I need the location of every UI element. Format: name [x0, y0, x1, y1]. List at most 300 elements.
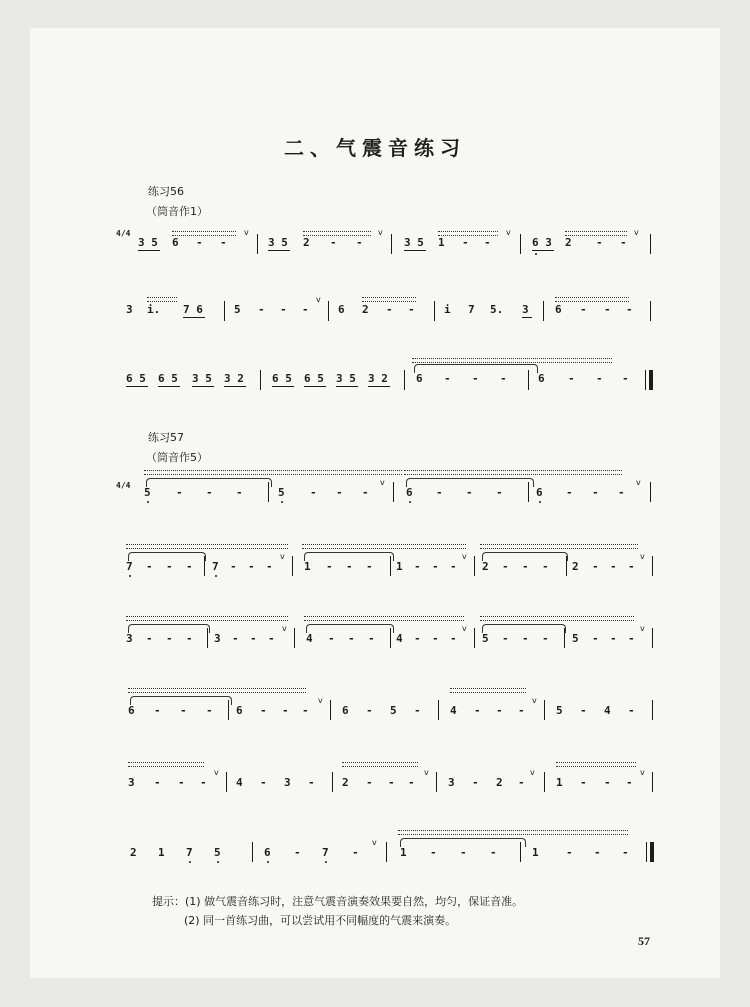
note: 6 [538, 372, 545, 385]
barline [226, 772, 227, 792]
vibrato-mark [128, 762, 204, 767]
dash: - [436, 486, 443, 499]
time-signature: 4/4 [116, 481, 131, 490]
exercise-57-label: 练习57 [148, 431, 184, 444]
dash: - [450, 632, 457, 645]
note: 2 [565, 236, 572, 249]
underline [272, 386, 294, 387]
note: 7 [468, 303, 475, 316]
dash: - [474, 704, 481, 717]
dash: - [282, 704, 289, 717]
dash: - [430, 846, 437, 859]
octave-dot [539, 501, 541, 503]
dash: - [466, 486, 473, 499]
note: 2 [130, 846, 137, 859]
final-barline-thick [649, 370, 653, 390]
note: 3 2 [224, 372, 244, 385]
vibrato-mark [126, 544, 288, 549]
barline [391, 234, 392, 254]
barline [474, 628, 475, 648]
barline [650, 301, 651, 321]
dash: - [356, 236, 363, 249]
dash: - [618, 486, 625, 499]
dash: - [580, 776, 587, 789]
dash: - [592, 560, 599, 573]
vibrato-mark [147, 297, 177, 302]
dash: - [166, 632, 173, 645]
note: 6 [236, 704, 243, 717]
dash: - [568, 372, 575, 385]
dash: - [362, 486, 369, 499]
dash: - [186, 632, 193, 645]
barline [652, 556, 653, 576]
dash: - [260, 776, 267, 789]
dash: - [330, 236, 337, 249]
dash: - [500, 372, 507, 385]
breath-mark: v [214, 768, 219, 777]
vibrato-mark [126, 616, 288, 621]
octave-dot [189, 861, 191, 863]
dash: - [610, 632, 617, 645]
note: 5 [234, 303, 241, 316]
note: 5. [490, 303, 504, 316]
dash: - [626, 776, 633, 789]
barline [564, 628, 565, 648]
breath-mark: v [280, 552, 285, 561]
final-barline-thin [645, 370, 646, 390]
dash: - [388, 776, 395, 789]
octave-dot [267, 861, 269, 863]
barline [528, 482, 529, 502]
barline [436, 772, 437, 792]
breath-mark: v [636, 478, 641, 487]
final-barline-thick [650, 842, 654, 862]
barline [268, 482, 269, 502]
dash: - [542, 632, 549, 645]
note: 4 [236, 776, 243, 789]
breath-mark: v [244, 228, 249, 237]
exercise-56-key: （筒音作1） [146, 205, 208, 218]
underline [522, 317, 532, 318]
note: 6 [536, 486, 543, 499]
note: 2 [342, 776, 349, 789]
note: 6 [128, 704, 135, 717]
barline [404, 370, 405, 390]
barline [520, 842, 521, 862]
dash: - [502, 560, 509, 573]
note: 2 [496, 776, 503, 789]
dash: - [302, 303, 309, 316]
ex56-line-2 [0, 293, 750, 333]
barline [520, 234, 521, 254]
dash: - [484, 236, 491, 249]
dash: - [268, 632, 275, 645]
dash: - [472, 776, 479, 789]
barline [332, 772, 333, 792]
note: 2 [482, 560, 489, 573]
dash: - [176, 486, 183, 499]
breath-mark: v [640, 552, 645, 561]
vibrato-mark [480, 616, 634, 621]
octave-dot [129, 575, 131, 577]
barline [544, 700, 545, 720]
vibrato-mark [555, 297, 629, 302]
ex57-line-2 [0, 542, 750, 582]
dash: - [230, 560, 237, 573]
barline [650, 234, 651, 254]
note: i [444, 303, 451, 316]
dash: - [146, 560, 153, 573]
note: 6 [338, 303, 345, 316]
note: 7 [126, 560, 133, 573]
note: 7 [186, 846, 193, 859]
octave-dot [409, 501, 411, 503]
dash: - [352, 846, 359, 859]
vibrato-mark [480, 544, 638, 549]
exercise-56-label: 练习56 [148, 185, 184, 198]
note: 1 [438, 236, 445, 249]
dash: - [328, 632, 335, 645]
note: 4 [604, 704, 611, 717]
note: 5 [482, 632, 489, 645]
vibrato-mark [438, 231, 498, 236]
note: 6 [172, 236, 179, 249]
dash: - [628, 704, 635, 717]
dash: - [414, 704, 421, 717]
dash: - [628, 560, 635, 573]
dash: - [628, 632, 635, 645]
barline [652, 628, 653, 648]
dash: - [626, 303, 633, 316]
dash: - [622, 372, 629, 385]
note: 4 [450, 704, 457, 717]
dash: - [280, 303, 287, 316]
note: 3 [128, 776, 135, 789]
dash: - [566, 846, 573, 859]
note: 3 [214, 632, 221, 645]
note: 3 5 [192, 372, 212, 385]
dash: - [236, 486, 243, 499]
dash: - [462, 236, 469, 249]
dash: - [154, 776, 161, 789]
note: 6 5 [272, 372, 292, 385]
breath-mark: v [462, 552, 467, 561]
ex57-line-6 [0, 828, 750, 868]
breath-mark: v [318, 696, 323, 705]
vibrato-mark [128, 688, 306, 693]
vibrato-mark [404, 470, 622, 475]
barline [544, 772, 545, 792]
dash: - [620, 236, 627, 249]
octave-dot [281, 501, 283, 503]
barline [207, 628, 208, 648]
note: 1 [556, 776, 563, 789]
dash: - [186, 560, 193, 573]
page-title: 二、气震音练习 [284, 136, 466, 160]
note: 3 5 [404, 236, 424, 249]
vibrato-mark [342, 762, 418, 767]
dash: - [336, 486, 343, 499]
barline [393, 482, 394, 502]
hint-line-2: (2) 同一首练习曲，可以尝试用不同幅度的气震来演奏。 [184, 914, 457, 927]
hint-line-1: 提示：(1) 做气震音练习时，注意气震音演奏效果要自然，均匀，保证音准。 [152, 895, 524, 908]
barline [434, 301, 435, 321]
barline [292, 556, 293, 576]
note: 3 5 [138, 236, 158, 249]
dash: - [592, 486, 599, 499]
underline [183, 317, 205, 318]
underline [192, 386, 214, 387]
dash: - [346, 560, 353, 573]
note: 6 [342, 704, 349, 717]
barline [652, 700, 653, 720]
note: 3 5 [268, 236, 288, 249]
barline [390, 556, 391, 576]
dash: - [432, 560, 439, 573]
note: 2 [572, 560, 579, 573]
vibrato-mark [172, 231, 236, 236]
note: 6 5 [126, 372, 146, 385]
dash: - [196, 236, 203, 249]
barline [566, 556, 567, 576]
dash: - [206, 486, 213, 499]
note: 6 [264, 846, 271, 859]
vibrato-mark [362, 297, 416, 302]
note: 3 5 [336, 372, 356, 385]
dash: - [518, 776, 525, 789]
note: 3 [522, 303, 529, 316]
dash: - [408, 303, 415, 316]
barline [390, 628, 391, 648]
dash: - [294, 846, 301, 859]
dash: - [408, 776, 415, 789]
barline [652, 772, 653, 792]
dash: - [592, 632, 599, 645]
time-signature: 4/4 [116, 229, 131, 238]
dash: - [220, 236, 227, 249]
ex57-line-1 [0, 468, 750, 508]
dash: - [178, 776, 185, 789]
note: 7 6 [183, 303, 203, 316]
barline [294, 628, 295, 648]
dash: - [450, 560, 457, 573]
note: i. [147, 303, 161, 316]
note: 1 [400, 846, 407, 859]
dash: - [366, 704, 373, 717]
dash: - [414, 560, 421, 573]
vibrato-mark [450, 688, 526, 693]
dash: - [366, 560, 373, 573]
barline [330, 700, 331, 720]
note: 5 [144, 486, 151, 499]
note: 6 5 [304, 372, 324, 385]
note: 3 2 [368, 372, 388, 385]
dash: - [444, 372, 451, 385]
dash: - [326, 560, 333, 573]
note: 3 [126, 303, 133, 316]
breath-mark: v [378, 228, 383, 237]
note: 7 [212, 560, 219, 573]
dash: - [206, 704, 213, 717]
note: 1 [396, 560, 403, 573]
vibrato-mark [556, 762, 636, 767]
dash: - [542, 560, 549, 573]
note: 3 [448, 776, 455, 789]
final-barline-thin [646, 842, 647, 862]
note: 6 5 [158, 372, 178, 385]
note: 5 [214, 846, 221, 859]
barline [252, 842, 253, 862]
dash: - [580, 303, 587, 316]
dash: - [302, 704, 309, 717]
note: 4 [306, 632, 313, 645]
note: 1 [158, 846, 165, 859]
dash: - [266, 560, 273, 573]
underline [138, 250, 160, 251]
octave-dot [215, 575, 217, 577]
breath-mark: v [282, 624, 287, 633]
dash: - [522, 632, 529, 645]
underline [368, 386, 390, 387]
dash: - [432, 632, 439, 645]
dash: - [366, 776, 373, 789]
dash: - [518, 704, 525, 717]
note: 2 [303, 236, 310, 249]
ex57-line-5 [0, 758, 750, 798]
dash: - [460, 846, 467, 859]
dash: - [248, 560, 255, 573]
dash: - [490, 846, 497, 859]
underline [224, 386, 246, 387]
dash: - [610, 560, 617, 573]
dash: - [496, 704, 503, 717]
breath-mark: v [316, 295, 321, 304]
note: 5 [390, 704, 397, 717]
ex57-line-4 [0, 686, 750, 726]
dash: - [622, 846, 629, 859]
barline [224, 301, 225, 321]
dash: - [604, 776, 611, 789]
dash: - [472, 372, 479, 385]
note: 1 [304, 560, 311, 573]
breath-mark: v [640, 624, 645, 633]
dash: - [368, 632, 375, 645]
dash: - [386, 303, 393, 316]
barline [474, 556, 475, 576]
barline [438, 700, 439, 720]
breath-mark: v [532, 696, 537, 705]
ex56-line-3 [0, 358, 750, 398]
breath-mark: v [424, 768, 429, 777]
breath-mark: v [372, 838, 377, 847]
underline [404, 250, 426, 251]
note: 5 [572, 632, 579, 645]
dash: - [200, 776, 207, 789]
dash: - [604, 303, 611, 316]
page-number: 57 [638, 934, 650, 948]
note: 6 [406, 486, 413, 499]
dash: - [596, 372, 603, 385]
dash: - [166, 560, 173, 573]
note: 4 [396, 632, 403, 645]
barline [328, 301, 329, 321]
breath-mark: v [640, 768, 645, 777]
note: 1 [532, 846, 539, 859]
vibrato-mark [303, 231, 371, 236]
breath-mark: v [380, 478, 385, 487]
note: 3 [126, 632, 133, 645]
note: 6 [416, 372, 423, 385]
dash: - [594, 846, 601, 859]
dash: - [250, 632, 257, 645]
dash: - [502, 632, 509, 645]
note: 2 [362, 303, 369, 316]
exercise-57-key: （筒音作5） [146, 451, 208, 464]
octave-dot [535, 253, 537, 255]
breath-mark: v [462, 624, 467, 633]
ex56-line-1 [0, 228, 750, 268]
octave-dot [325, 861, 327, 863]
breath-mark: v [530, 768, 535, 777]
vibrato-mark [144, 470, 402, 475]
barline [228, 700, 229, 720]
dash: - [522, 560, 529, 573]
barline [650, 482, 651, 502]
underline [158, 386, 180, 387]
breath-mark: v [506, 228, 511, 237]
barline [543, 301, 544, 321]
underline [268, 250, 290, 251]
barline [204, 556, 205, 576]
dash: - [496, 486, 503, 499]
note: 3 [284, 776, 291, 789]
note: 6 3 [532, 236, 552, 249]
vibrato-mark [398, 830, 628, 835]
vibrato-mark [304, 616, 464, 621]
vibrato-mark [565, 231, 627, 236]
octave-dot [217, 861, 219, 863]
note: 7 [322, 846, 329, 859]
underline [336, 386, 358, 387]
barline [386, 842, 387, 862]
dash: - [566, 486, 573, 499]
dash: - [310, 486, 317, 499]
dash: - [260, 704, 267, 717]
note: 5 [278, 486, 285, 499]
dash: - [258, 303, 265, 316]
vibrato-mark [412, 358, 612, 363]
dash: - [580, 704, 587, 717]
barline [257, 234, 258, 254]
dash: - [232, 632, 239, 645]
octave-dot [147, 501, 149, 503]
dash: - [308, 776, 315, 789]
dash: - [154, 704, 161, 717]
note: 6 [555, 303, 562, 316]
underline [304, 386, 326, 387]
dash: - [180, 704, 187, 717]
dash: - [414, 632, 421, 645]
vibrato-mark [302, 544, 466, 549]
underline [532, 250, 554, 251]
barline [528, 370, 529, 390]
dash: - [596, 236, 603, 249]
barline [260, 370, 261, 390]
note: 5 [556, 704, 563, 717]
ex57-line-3 [0, 614, 750, 654]
dash: - [348, 632, 355, 645]
breath-mark: v [634, 228, 639, 237]
